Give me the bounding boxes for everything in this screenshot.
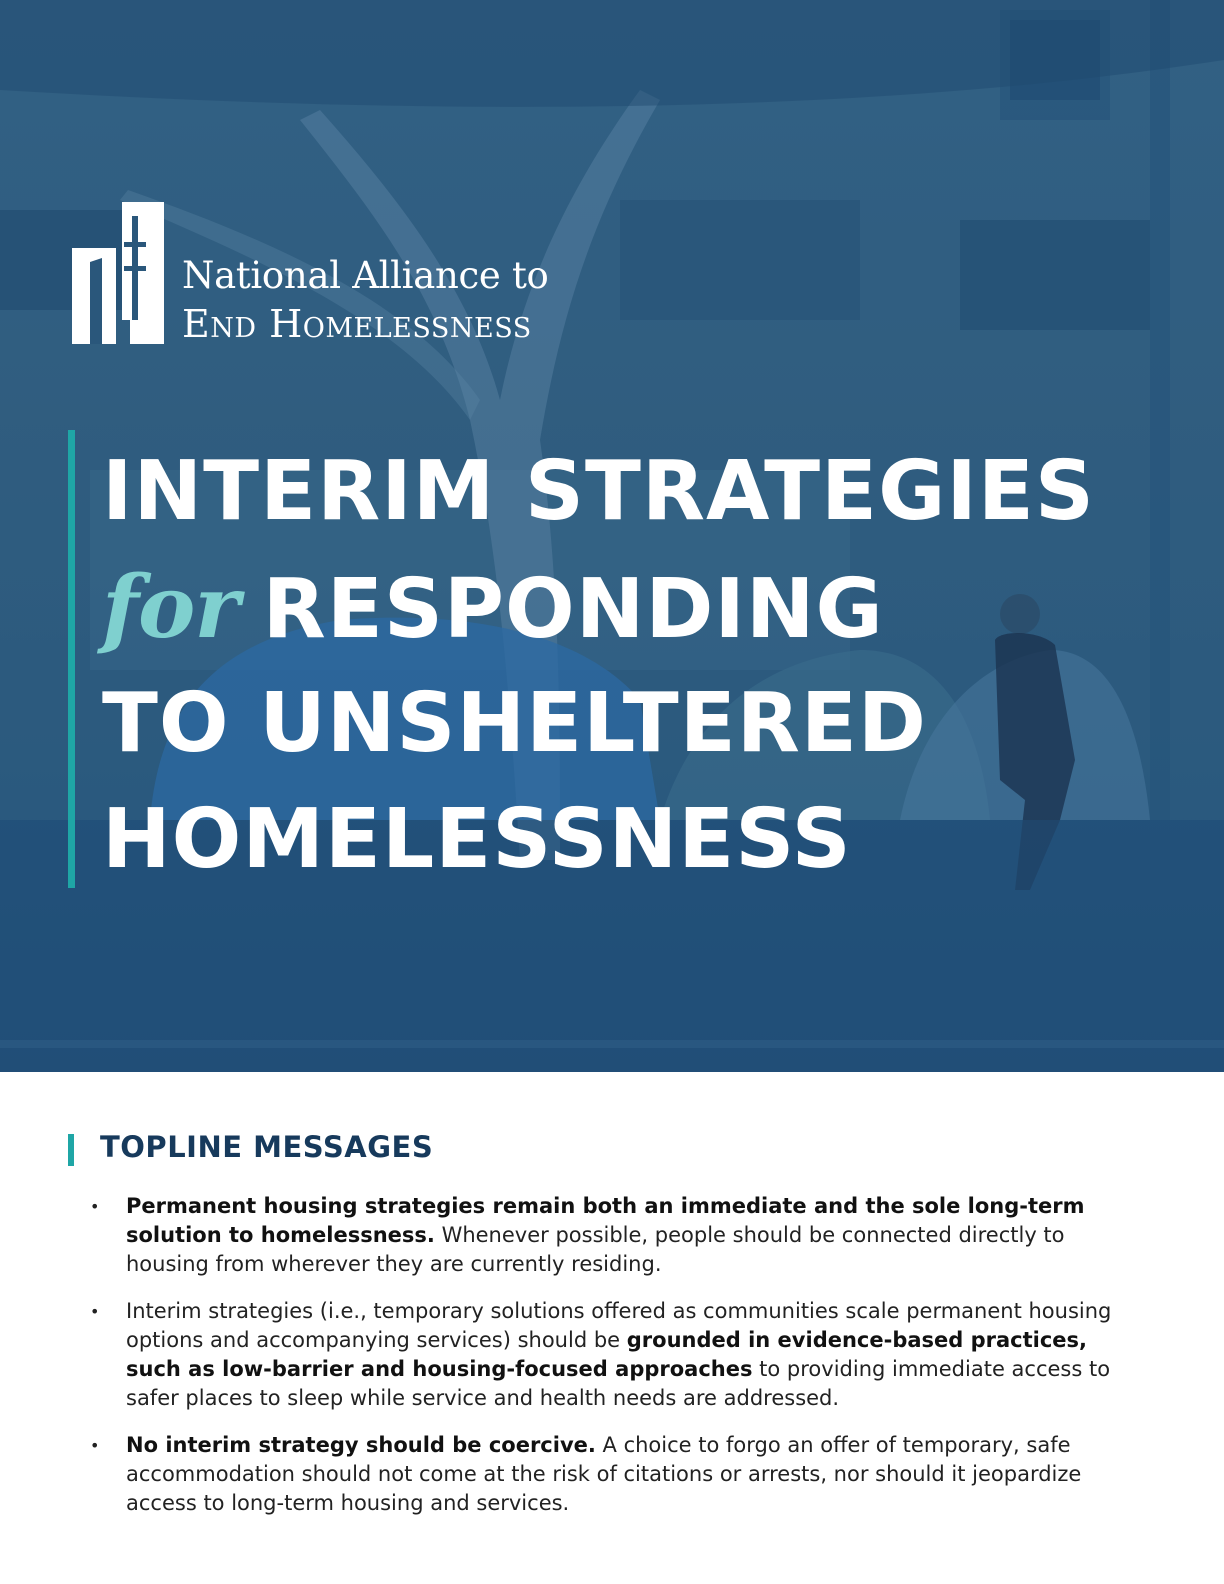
title-accent-bar	[68, 430, 75, 888]
list-item	[88, 1192, 1148, 1279]
title-for-word: for	[102, 557, 239, 658]
organization-logo	[72, 202, 672, 347]
topline-messages-list	[88, 1192, 1148, 1536]
org-name-line2: End Homelessness	[182, 302, 532, 346]
section-accent-bar	[68, 1134, 74, 1166]
bullet-3-text: A choice to forgo an offer of temporary, safe accommodation should not come at the risk of citations or arrests, nor should it jeopardize access to long-term housing and services.	[126, 1433, 1082, 1515]
bullet-1-text: Whenever possible, people should be connected directly to housing from wherever they are currently residing.	[126, 1223, 1065, 1276]
bullet-3-bold: No interim strategy should be coercive.	[126, 1433, 596, 1457]
bullet-2-text: to providing immediate access to safer places to sleep while service and health needs are addressed.	[126, 1357, 1111, 1410]
bullet-1-bold: Permanent housing strategies remain both an immediate and the sole long-term solution to homelessness.	[126, 1194, 1085, 1247]
title-line-3: TO UNSHELTERED	[102, 676, 927, 771]
house-logo-icon	[72, 202, 164, 344]
list-item	[88, 1431, 1148, 1518]
title-line-1: INTERIM STRATEGIES	[102, 444, 1095, 539]
bullet-2-bold: grounded in evidence-based practices, such as low-barrier and housing-focused approaches	[126, 1328, 1088, 1381]
title-line-2-rest: RESPONDING	[262, 562, 884, 657]
org-name-line1: National Alliance to	[182, 254, 549, 297]
bullet-2-pre: Interim strategies (i.e., temporary solutions offered as communities scale permanent housing options and accompanying services) should be	[126, 1299, 1112, 1352]
page-title	[102, 434, 1212, 898]
title-line-2	[102, 550, 1212, 666]
section-heading: TOPLINE MESSAGES	[100, 1130, 434, 1164]
list-item	[88, 1297, 1148, 1413]
title-line-4: HOMELESSNESS	[102, 792, 852, 887]
